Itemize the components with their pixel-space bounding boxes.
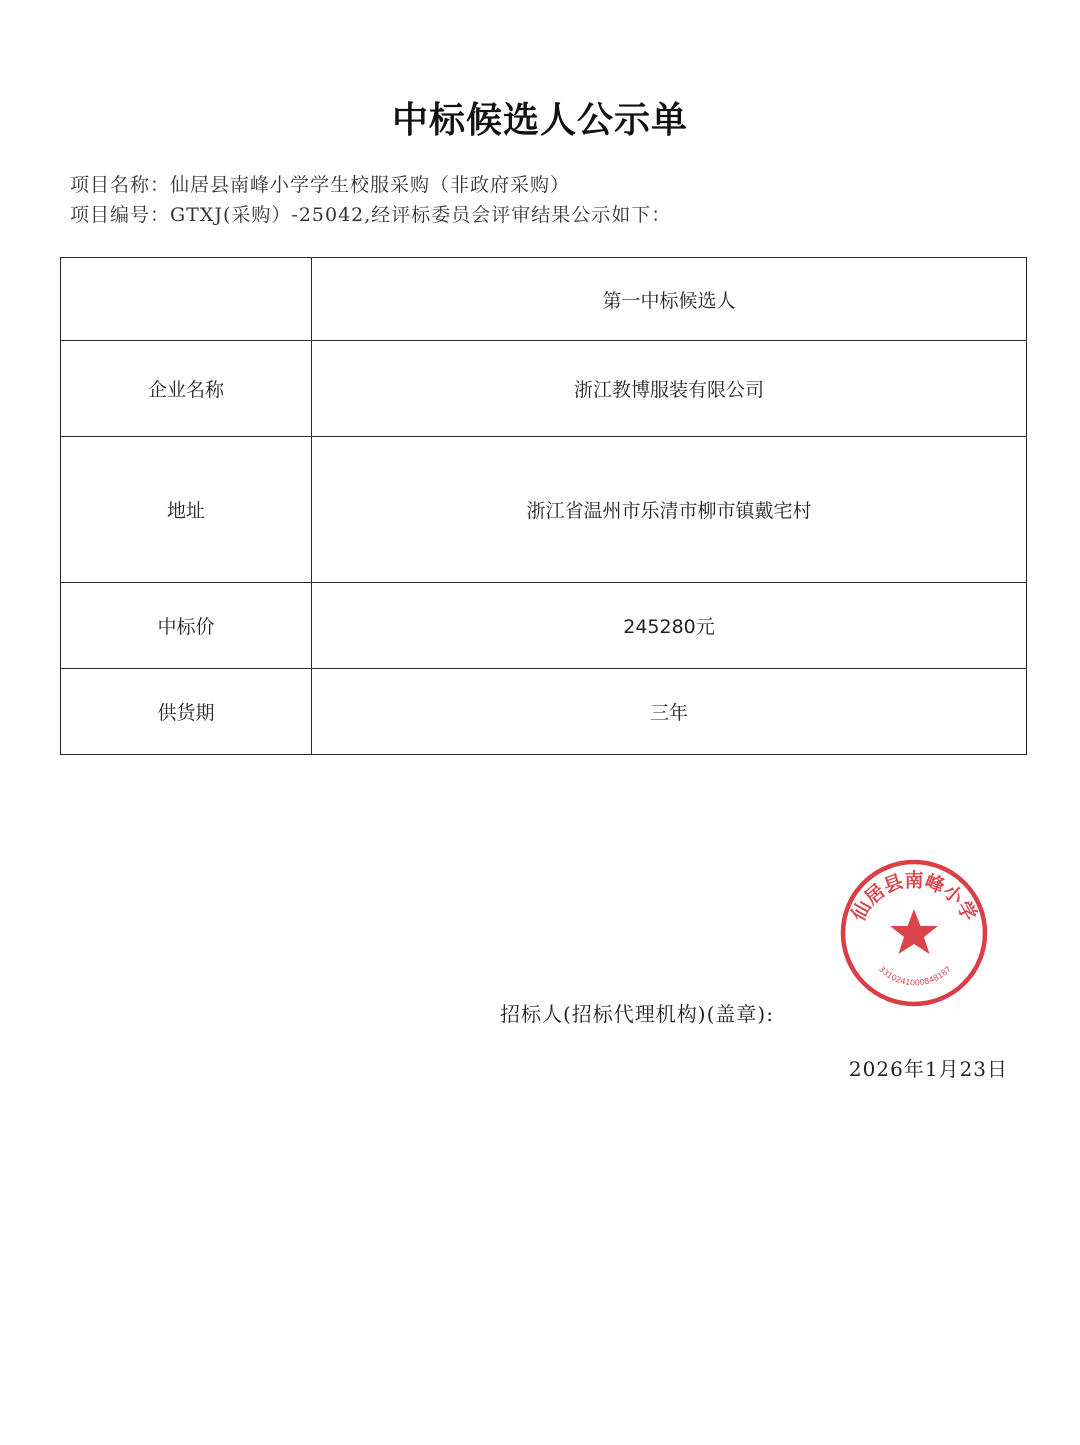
table-row-company [61, 341, 1027, 437]
table-row-period [61, 669, 1027, 755]
table-header-row [61, 258, 1027, 341]
address-label: 地址 [61, 437, 312, 583]
header-empty-cell [61, 258, 312, 341]
seal-code-text: 3310241000848187 [877, 964, 953, 988]
project-name-line: 项目名称：仙居县南峰小学学生校服采购（非政府采购） [70, 174, 571, 196]
company-label: 企业名称 [61, 341, 312, 437]
period-label: 供货期 [61, 669, 312, 755]
address-value: 浙江省温州市乐清市柳市镇戴宅村 [312, 437, 1027, 583]
price-label: 中标价 [61, 583, 312, 669]
result-table [60, 257, 1027, 755]
seal-star-icon [890, 909, 938, 954]
table-row-address [61, 437, 1027, 583]
table-row-price [61, 583, 1027, 669]
seal-organization-text: 仙居县南峰小学 [847, 869, 981, 925]
official-seal-stamp [838, 857, 990, 1009]
document-date: 2026年1月23日 [848, 1057, 1008, 1081]
header-candidate-cell: 第一中标候选人 [312, 258, 1027, 341]
signer-label: 招标人(招标代理机构)(盖章): [500, 1002, 774, 1026]
company-value: 浙江教博服装有限公司 [312, 341, 1027, 437]
project-number-line: 项目编号：GTXJ(采购）-25042,经评标委员会评审结果公示如下： [70, 204, 672, 226]
period-value: 三年 [312, 669, 1027, 755]
page-title: 中标候选人公示单 [391, 100, 688, 141]
price-value: 245280元 [312, 583, 1027, 669]
